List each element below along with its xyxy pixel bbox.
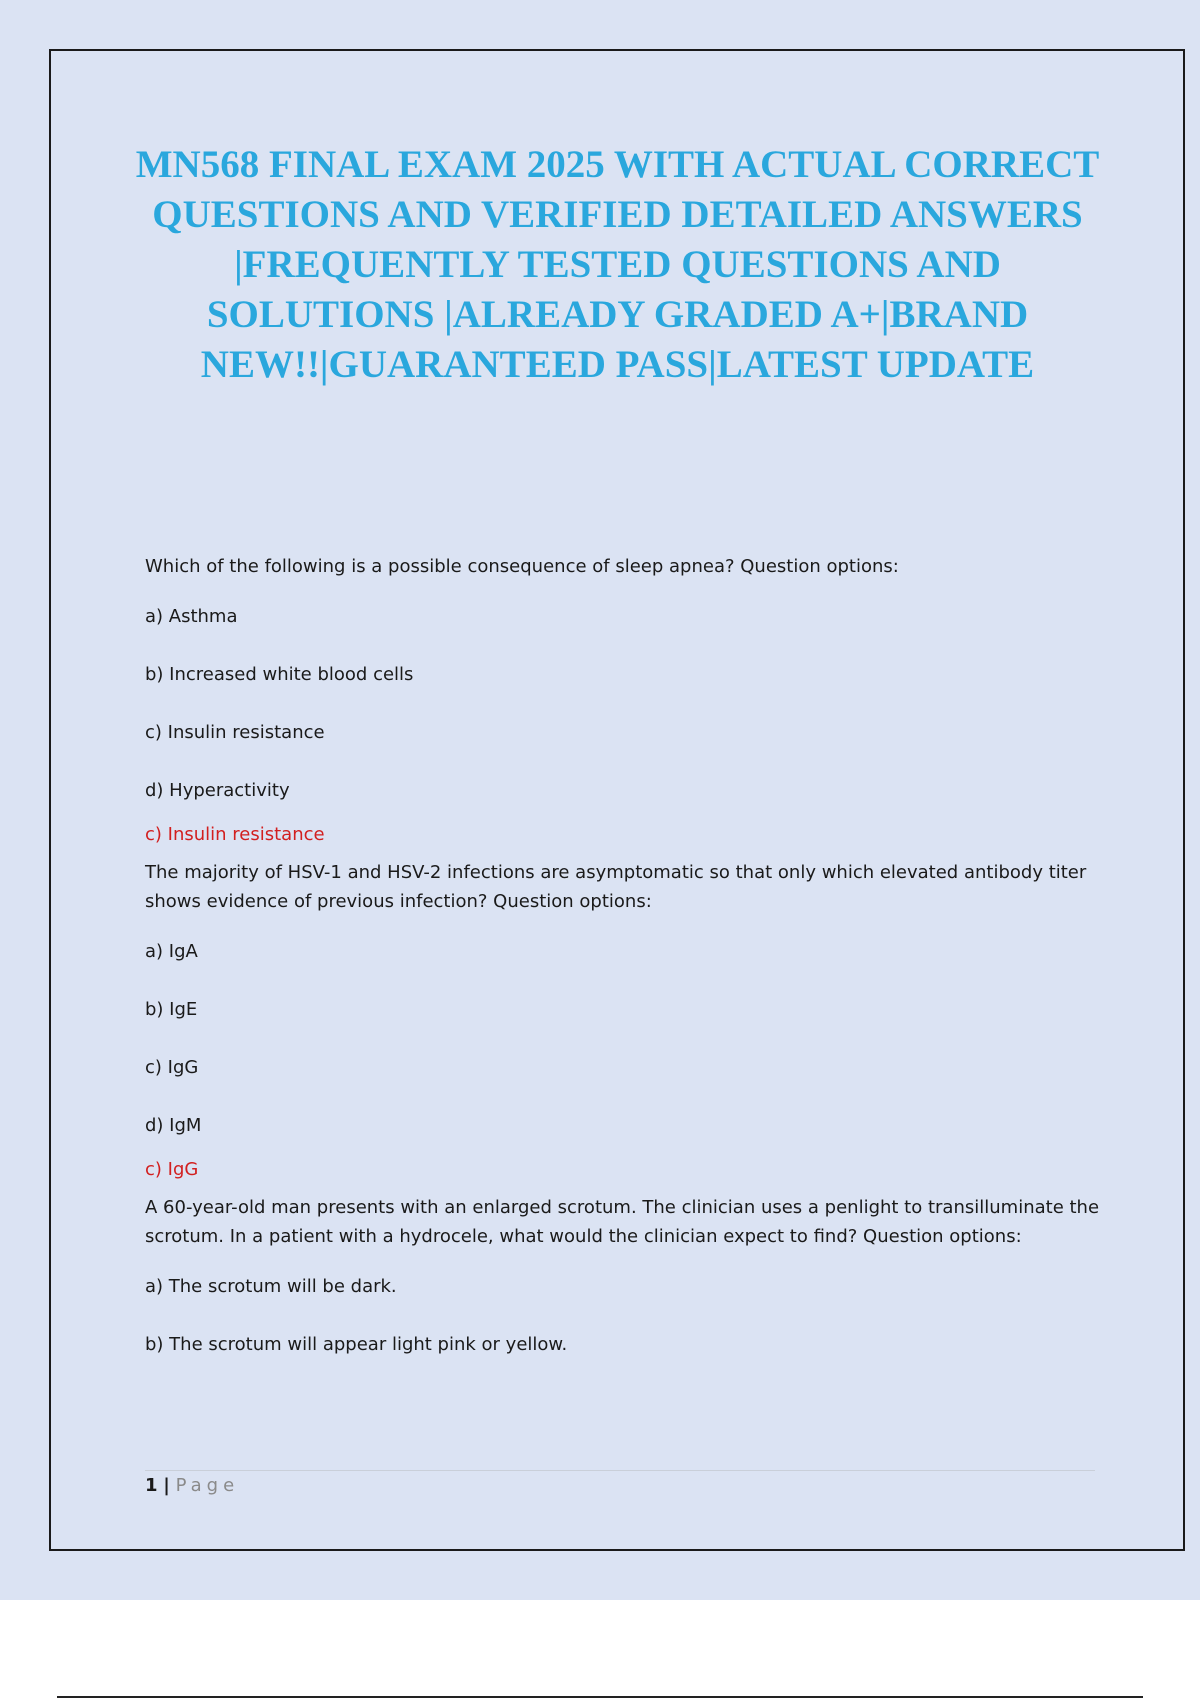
footer-divider bbox=[145, 1470, 1095, 1471]
answer-option: b) IgE bbox=[145, 999, 198, 1020]
answer-option: d) Hyperactivity bbox=[145, 780, 290, 801]
question-text: Which of the following is a possible consequence of sleep apnea? Question options: bbox=[145, 556, 899, 577]
bottom-divider bbox=[57, 1696, 1143, 1698]
page-number bbox=[145, 1474, 239, 1498]
answer-option: a) IgA bbox=[145, 941, 198, 962]
document-title: MN568 FINAL EXAM 2025 WITH ACTUAL CORRECT QUESTIONS AND VERIFIED DETAILED ANSWERS |FREQUENTLY TESTED QUESTIONS AND SOLUTIONS |ALREADY GRADED A+|BRAND NEW!!|GUARANTEED PASS|LATEST UPDATE bbox=[135, 143, 1100, 386]
answer-option: a) The scrotum will be dark. bbox=[145, 1276, 397, 1297]
page-label: Page bbox=[175, 1475, 240, 1496]
correct-answer: c) IgG bbox=[145, 1159, 199, 1180]
answer-option: c) Insulin resistance bbox=[145, 722, 325, 743]
answer-option: b) Increased white blood cells bbox=[145, 664, 414, 685]
question-list bbox=[145, 552, 1100, 1357]
answer-option: a) Asthma bbox=[145, 606, 238, 627]
correct-answer: c) Insulin resistance bbox=[145, 824, 325, 845]
question-text: The majority of HSV-1 and HSV-2 infections are asymptomatic so that only which elevated antibody titer shows evidence of previous infection? Question options: bbox=[145, 862, 1087, 912]
answer-option: c) IgG bbox=[145, 1057, 199, 1078]
answer-option: d) IgM bbox=[145, 1115, 202, 1136]
answer-option: b) The scrotum will appear light pink or yellow. bbox=[145, 1334, 568, 1355]
question-text: A 60-year-old man presents with an enlarged scrotum. The clinician uses a penlight to transilluminate the scrotum. In a patient with a hydrocele, what would the clinician expect to find? Question options: bbox=[145, 1197, 1100, 1247]
page-number-separator: | bbox=[163, 1475, 170, 1496]
page-number-value: 1 bbox=[145, 1475, 158, 1496]
